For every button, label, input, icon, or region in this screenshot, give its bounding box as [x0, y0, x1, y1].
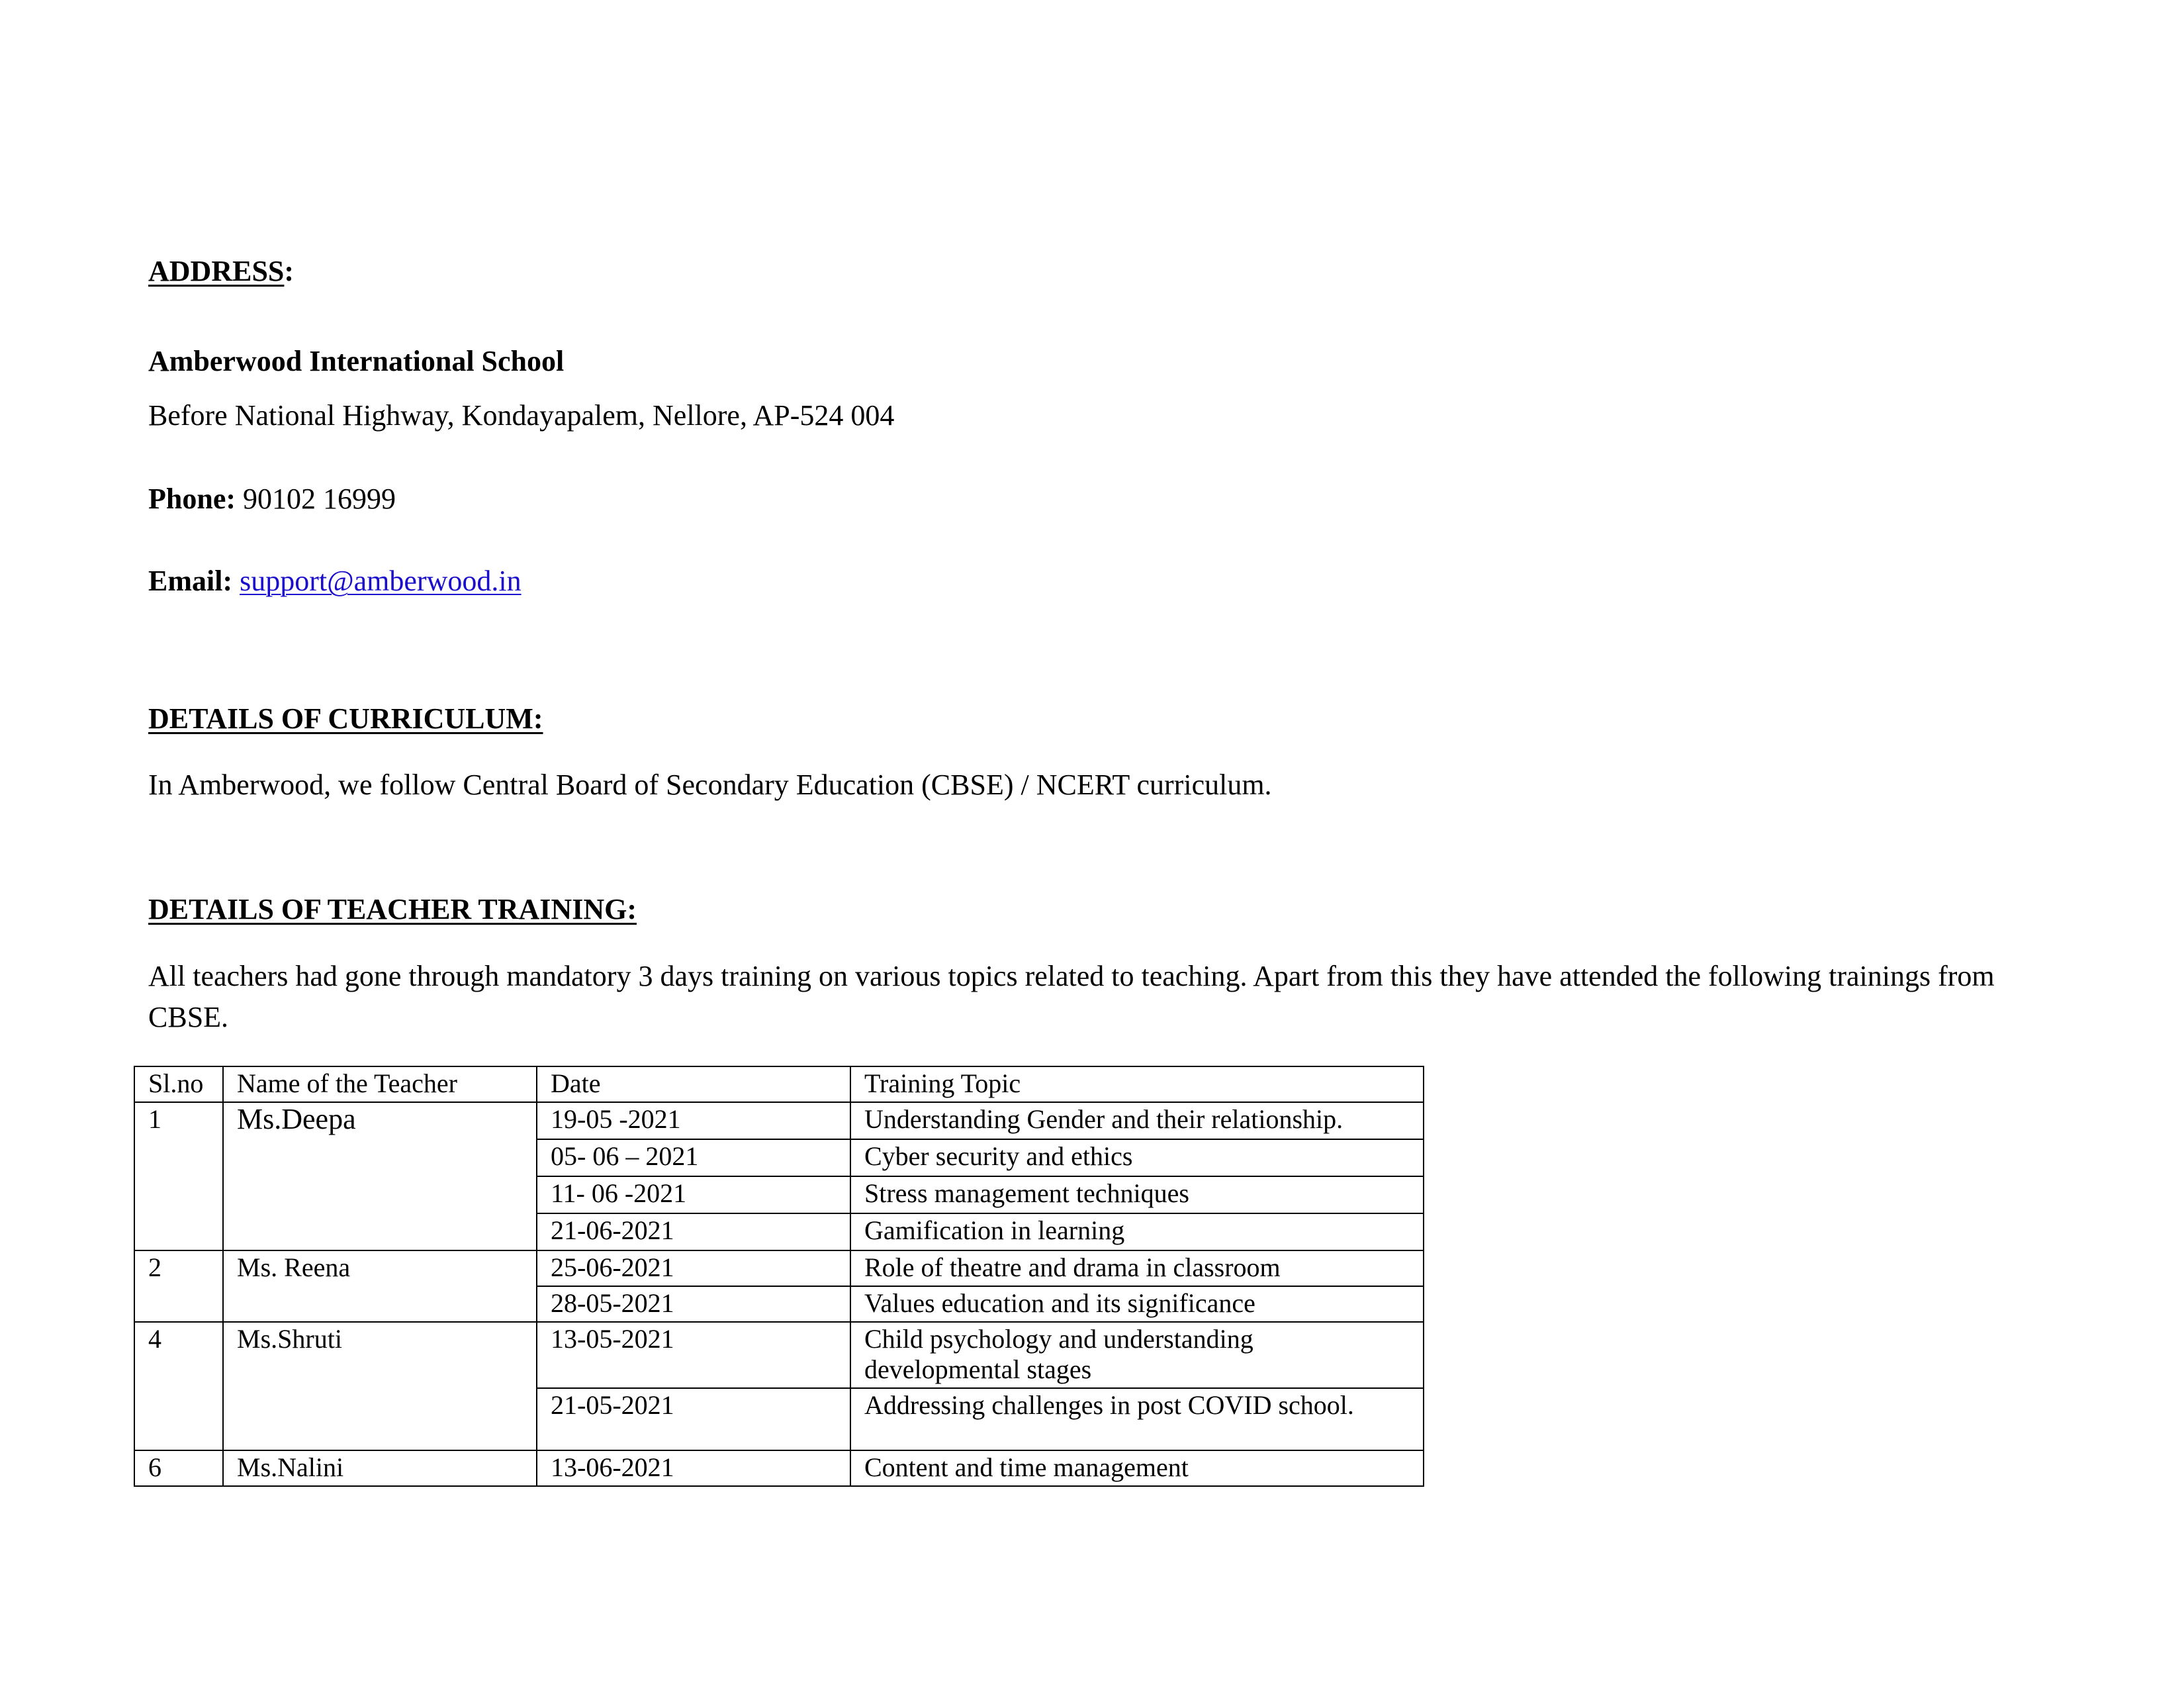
cell-date: 21-06-2021 — [537, 1213, 850, 1250]
email-line — [148, 563, 522, 600]
cell-date: 05- 06 – 2021 — [537, 1139, 850, 1176]
header-date: Date — [537, 1066, 850, 1102]
cell-slno: 2 — [134, 1250, 223, 1322]
header-slno: Sl.no — [134, 1066, 223, 1102]
teacher-training-table — [134, 1066, 1424, 1487]
cell-teacher-name: Ms.Nalini — [223, 1450, 537, 1486]
cell-topic: Cyber security and ethics — [850, 1139, 1424, 1176]
cell-topic: Understanding Gender and their relationship. — [850, 1102, 1424, 1139]
teacher-training-text: All teachers had gone through mandatory 3 days training on various topics related to teaching. Apart from this they have attended the following trainings from CBSE. — [148, 960, 1995, 1033]
cell-date: 28-05-2021 — [537, 1286, 850, 1322]
table-row — [134, 1322, 1424, 1388]
address-heading-colon: : — [284, 255, 295, 287]
cell-date: 25-06-2021 — [537, 1250, 850, 1286]
curriculum-text: In Amberwood, we follow Central Board of Secondary Education (CBSE) / NCERT curriculum. — [148, 769, 1272, 801]
school-name: Amberwood International School — [148, 345, 565, 377]
header-training-topic: Training Topic — [850, 1066, 1424, 1102]
cell-topic: Values education and its significance — [850, 1286, 1424, 1322]
cell-topic: Role of theatre and drama in classroom — [850, 1250, 1424, 1286]
cell-date: 21-05-2021 — [537, 1388, 850, 1450]
cell-slno: 4 — [134, 1322, 223, 1450]
table-row — [134, 1102, 1424, 1139]
phone-value: 90102 16999 — [243, 483, 396, 515]
cell-slno: 1 — [134, 1102, 223, 1250]
address-heading-line — [148, 253, 294, 290]
cell-topic: Content and time management — [850, 1450, 1424, 1486]
email-link[interactable]: support@amberwood.in — [240, 565, 522, 597]
address-heading: ADDRESS — [148, 255, 285, 287]
cell-teacher-name: Ms. Reena — [223, 1250, 537, 1322]
cell-topic: Addressing challenges in post COVID school. — [850, 1388, 1424, 1450]
curriculum-heading: DETAILS OF CURRICULUM: — [148, 702, 543, 735]
table-header-row — [134, 1066, 1424, 1102]
cell-topic: Gamification in learning — [850, 1213, 1424, 1250]
cell-teacher-name: Ms.Shruti — [223, 1322, 537, 1450]
cell-date: 13-05-2021 — [537, 1322, 850, 1388]
cell-date: 19-05 -2021 — [537, 1102, 850, 1139]
cell-teacher-name: Ms.Deepa — [223, 1102, 537, 1250]
teacher-training-heading: DETAILS OF TEACHER TRAINING: — [148, 893, 637, 925]
cell-date: 13-06-2021 — [537, 1450, 850, 1486]
cell-topic: Child psychology and understanding developmental stages — [850, 1322, 1424, 1388]
table-row — [134, 1250, 1424, 1286]
cell-date: 11- 06 -2021 — [537, 1176, 850, 1213]
header-teacher-name: Name of the Teacher — [223, 1066, 537, 1102]
cell-topic: Stress management techniques — [850, 1176, 1424, 1213]
school-street-address: Before National Highway, Kondayapalem, Nellore, AP-524 004 — [148, 399, 895, 432]
phone-line — [148, 481, 396, 518]
cell-slno: 6 — [134, 1450, 223, 1486]
table-row — [134, 1450, 1424, 1486]
email-label: Email: — [148, 565, 233, 597]
phone-label: Phone: — [148, 483, 236, 515]
